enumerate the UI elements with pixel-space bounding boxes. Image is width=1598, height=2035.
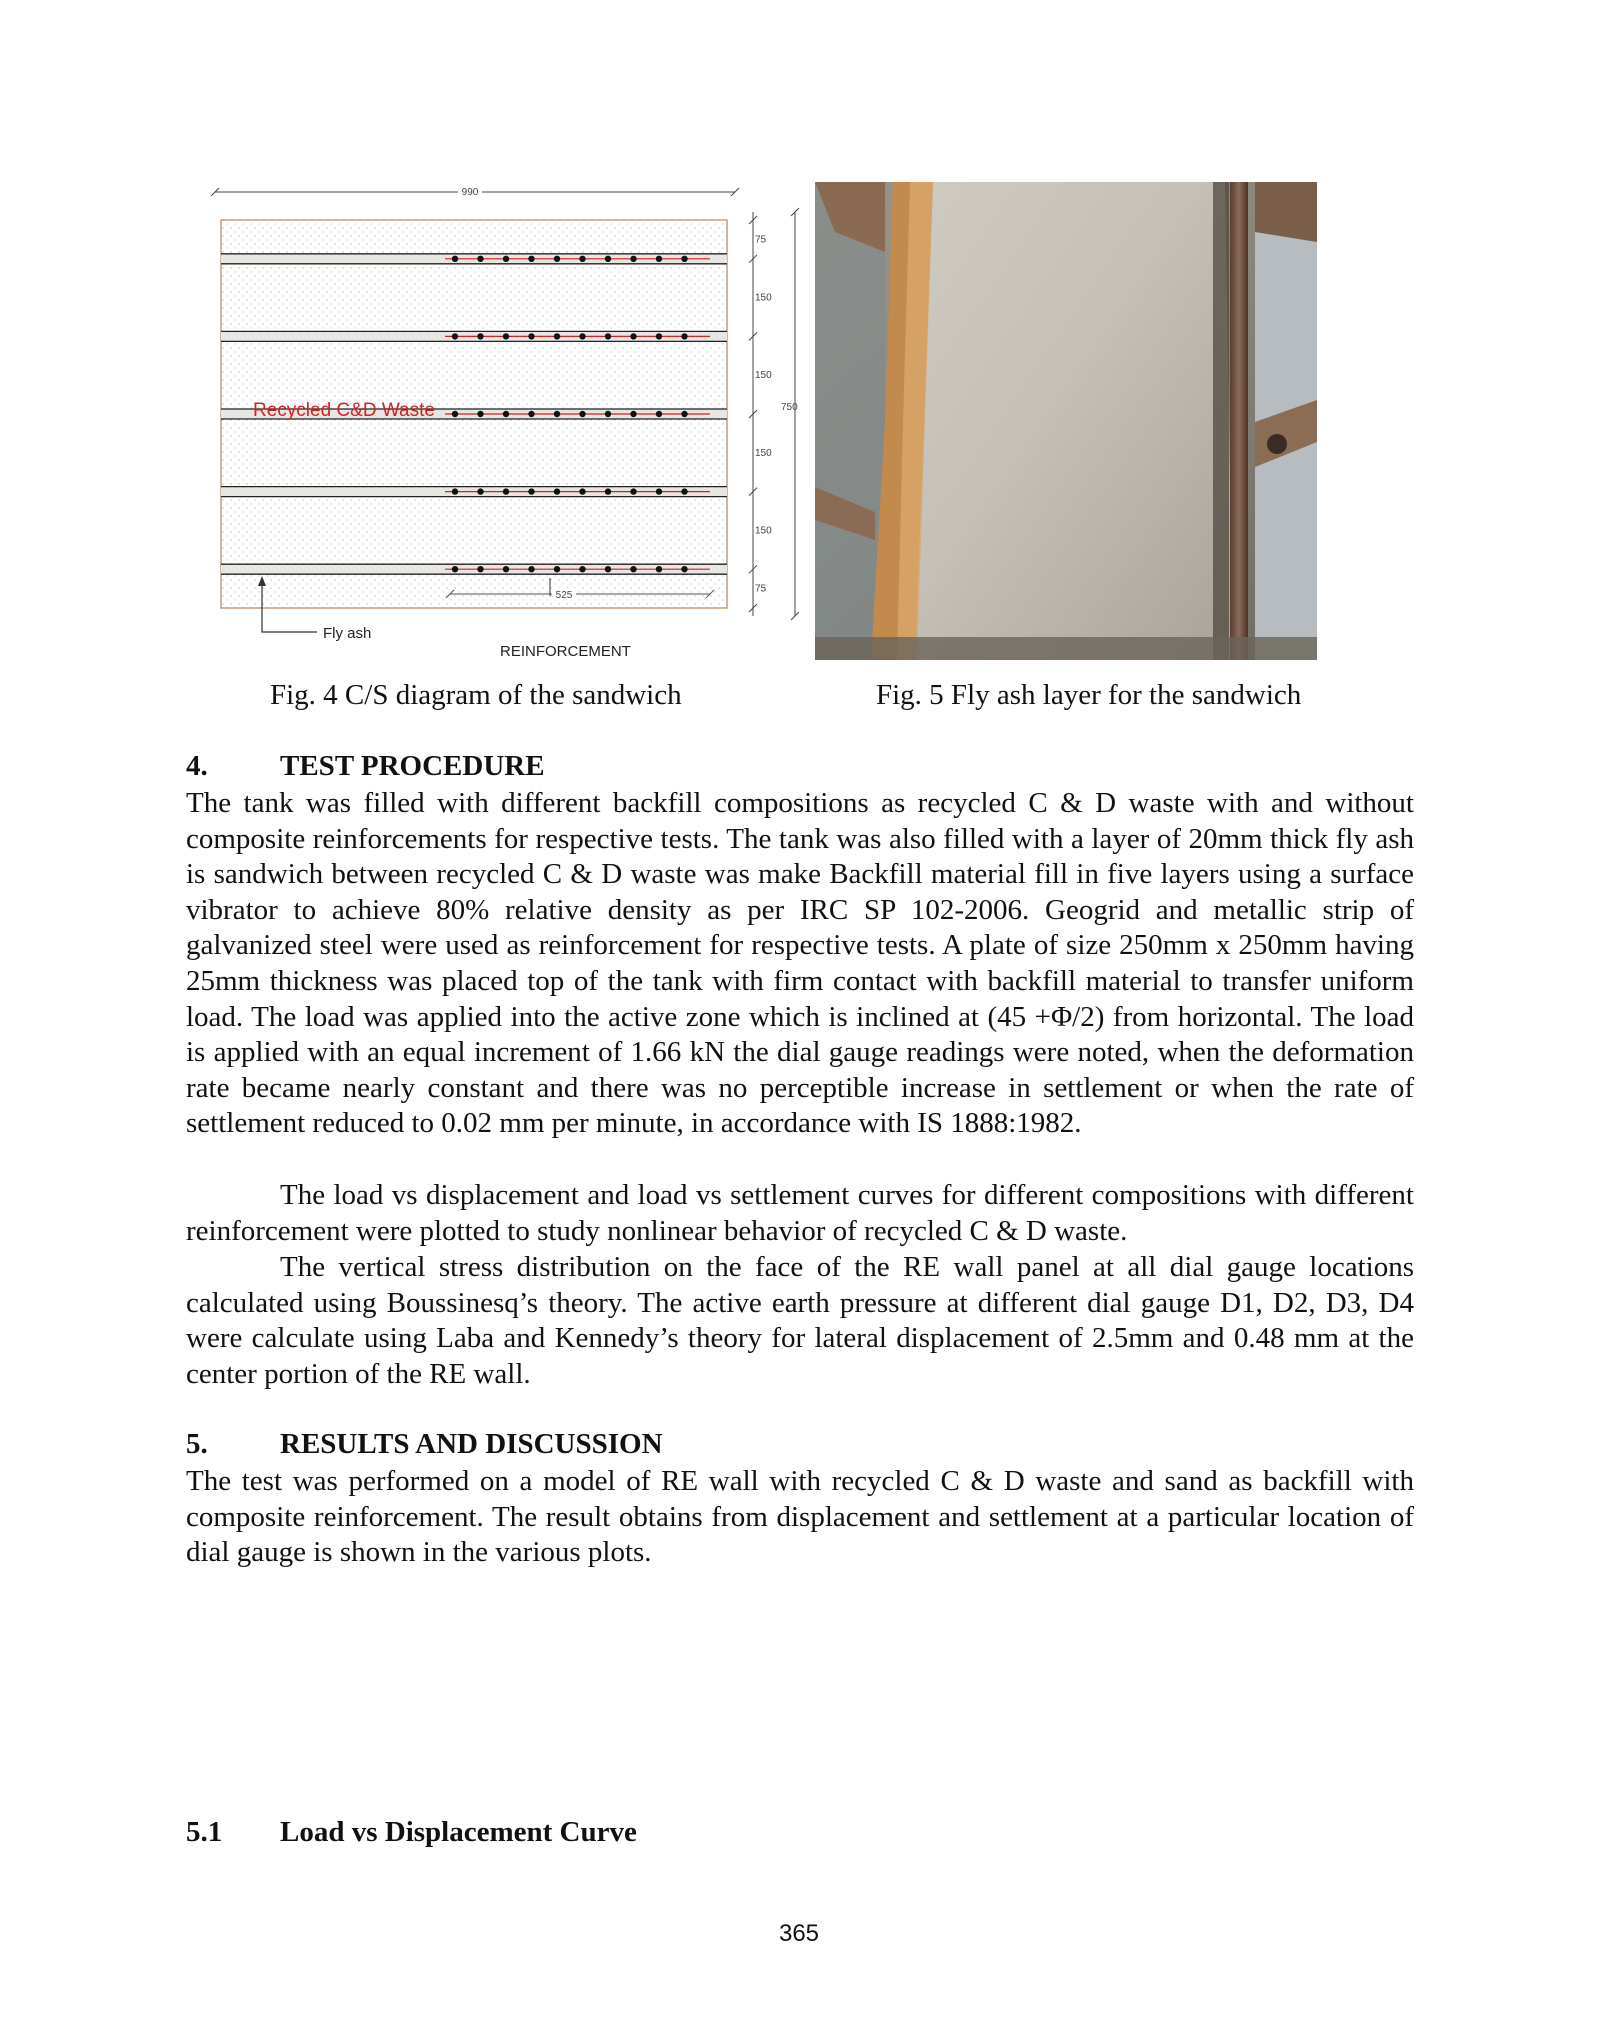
- dimension-layer: 75: [755, 234, 767, 246]
- section-5-title: RESULTS AND DISCUSSION: [280, 1428, 663, 1460]
- section-5-1-title: Load vs Displacement Curve: [280, 1816, 637, 1848]
- reinforcement-dot: [630, 566, 636, 572]
- reinforcement-dot: [477, 333, 483, 339]
- figure-5-photo: [815, 182, 1317, 660]
- reinforcement-dot: [554, 566, 560, 572]
- reinforcement-dot: [681, 333, 687, 339]
- reinforcement-dot: [452, 411, 458, 417]
- reinforcement-dot: [579, 566, 585, 572]
- section-4-paragraph-1: The tank was filled with different backfill compositions as recycled C & D waste with and without composite reinforcements for respective tests. The tank was also filled with a layer of 20mm thick fly ash is sandwich between recycled C & D waste was make Backfill material fill in five layers using a surface vibrator to achieve 80% relative density as per IRC SP 102-2006. Geogrid and metallic strip of galvanized steel were used as reinforcement for respective tests. A plate of size 250mm x 250mm having 25mm thickness was placed top of the tank with firm contact with backfill material to transfer uniform load. The load was applied into the active zone which is inclined at (45 +Φ/2) from horizontal. The load is applied with an equal increment of 1.66 kN the dial gauge readings were noted, when the deformation rate became nearly constant and there was no perceptible increase in settlement or when the rate of settlement reduced to 0.02 mm per minute, in accordance with IS 1888:1982.: [186, 787, 1414, 1140]
- section-4-paragraph-2: The load vs displacement and load vs settlement curves for different compositions with different reinforcement were plotted to study nonlinear behavior of recycled C & D waste.: [186, 1179, 1414, 1247]
- reinforcement-dot: [681, 256, 687, 262]
- section-5-number: 5.: [186, 1428, 208, 1460]
- reinforcement-dot: [477, 488, 483, 494]
- figure-4-caption: Fig. 4 C/S diagram of the sandwich: [270, 679, 682, 711]
- dimension-layer: 150: [755, 370, 772, 382]
- figure-5-caption: Fig. 5 Fly ash layer for the sandwich: [876, 679, 1302, 711]
- reinforcement-dot: [681, 411, 687, 417]
- page-number: 365: [778, 1920, 820, 1947]
- reinforcement-dot: [630, 411, 636, 417]
- reinforcement-dot: [681, 488, 687, 494]
- dimension-layer: 150: [755, 447, 772, 459]
- section-5-heading: [186, 1428, 663, 1461]
- reinforcement-dot: [681, 566, 687, 572]
- reinforcement-dot: [579, 411, 585, 417]
- dimension-height: 750: [781, 402, 798, 413]
- reinforcement-dot: [477, 256, 483, 262]
- reinforcement-dot: [452, 256, 458, 262]
- reinforcement-dot: [656, 488, 662, 494]
- reinforcement-dot: [579, 256, 585, 262]
- reinforcement-dot: [554, 411, 560, 417]
- section-4-number: 4.: [186, 750, 208, 782]
- figure-4-diagram: [205, 178, 800, 668]
- reinforcement-dot: [452, 488, 458, 494]
- reinforcement-dot: [452, 566, 458, 572]
- reinforcement-dot: [477, 566, 483, 572]
- dimension-layer: 75: [755, 583, 767, 595]
- section-5-paragraph: The test was performed on a model of RE wall with recycled C & D waste and sand as backfill with composite reinforcement. The result obtains from displacement and settlement at a particular location of dial gauge is shown in the various plots.: [186, 1465, 1414, 1569]
- label-reinforcement: REINFORCEMENT: [500, 643, 631, 660]
- reinforcement-dot: [656, 566, 662, 572]
- reinforcement-dot: [503, 488, 509, 494]
- reinforcement-dot: [528, 411, 534, 417]
- reinforcement-dot: [503, 333, 509, 339]
- reinforcement-dot: [656, 411, 662, 417]
- reinforcement-dot: [605, 566, 611, 572]
- reinforcement-dot: [630, 256, 636, 262]
- label-fly-ash: Fly ash: [323, 625, 372, 642]
- reinforcement-dot: [605, 256, 611, 262]
- reinforcement-dot: [630, 488, 636, 494]
- reinforcement-dot: [503, 566, 509, 572]
- reinforcement-dot: [452, 333, 458, 339]
- reinforcement-layer: [221, 254, 727, 264]
- reinforcement-dot: [579, 333, 585, 339]
- reinforcement-dot: [528, 566, 534, 572]
- section-5-1-heading: [186, 1816, 637, 1849]
- section-4-heading: [186, 750, 545, 783]
- dimension-width: 990: [461, 187, 479, 198]
- section-4-paragraph-3: The vertical stress distribution on the face of the RE wall panel at all dial gauge locations calculated using Boussinesq’s theory. The active earth pressure at different dial gauge D1, D2, D3, D4 were calculate using Laba and Kennedy’s theory for lateral displacement of 2.5mm and 0.48 mm at the center portion of the RE wall.: [186, 1251, 1414, 1390]
- section-5-1-number: 5.1: [186, 1816, 223, 1848]
- reinforcement-dot: [554, 488, 560, 494]
- reinforcement-layer: [221, 331, 727, 341]
- reinforcement-dot: [579, 488, 585, 494]
- dimension-reinforcement: 525: [555, 590, 573, 601]
- reinforcement-dot: [630, 333, 636, 339]
- reinforcement-dot: [503, 256, 509, 262]
- reinforcement-dot: [477, 411, 483, 417]
- reinforcement-dot: [528, 333, 534, 339]
- reinforcement-dot: [605, 333, 611, 339]
- reinforcement-layer: [221, 564, 727, 574]
- reinforcement-dot: [528, 256, 534, 262]
- dimension-layer: 150: [755, 292, 772, 304]
- reinforcement-dot: [528, 488, 534, 494]
- label-recycled-waste: Recycled C&D Waste: [253, 400, 435, 421]
- reinforcement-dot: [656, 256, 662, 262]
- dimension-layer: 150: [755, 525, 772, 537]
- reinforcement-dot: [554, 333, 560, 339]
- reinforcement-dot: [554, 256, 560, 262]
- reinforcement-dot: [605, 488, 611, 494]
- reinforcement-layer: [221, 487, 727, 497]
- reinforcement-dot: [503, 411, 509, 417]
- section-4-title: TEST PROCEDURE: [280, 750, 545, 782]
- reinforcement-dot: [656, 333, 662, 339]
- reinforcement-dot: [605, 411, 611, 417]
